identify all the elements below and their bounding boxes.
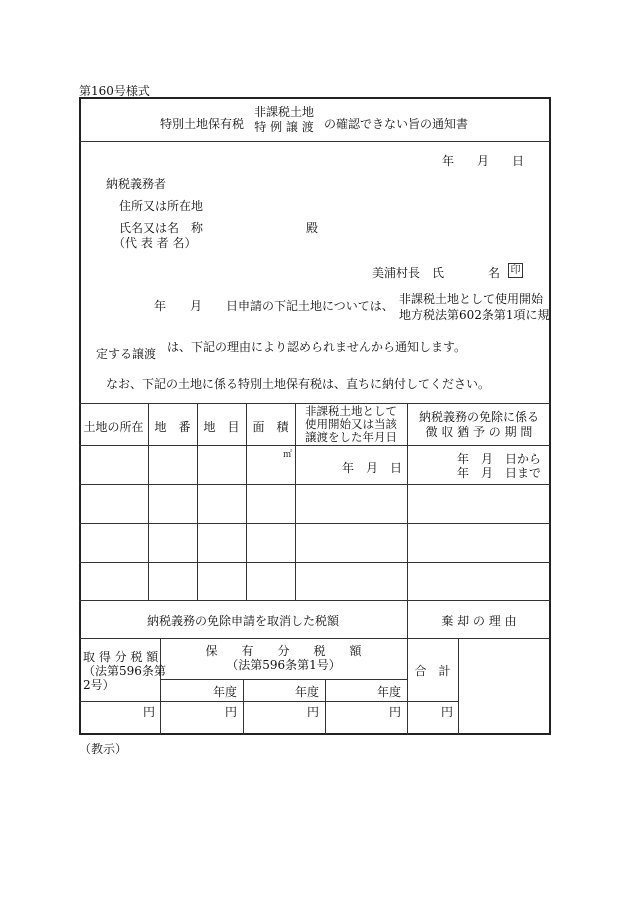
hdr-location: 土地の所在 bbox=[83, 420, 144, 434]
hdr-usage-date bbox=[295, 405, 407, 444]
body-text3: は、下記の理由により認められませんから通知します。 bbox=[167, 340, 467, 354]
row-line-5 bbox=[79, 638, 551, 639]
acq-label-3: 2号） bbox=[83, 678, 115, 692]
fy-2: 年度 bbox=[294, 685, 319, 699]
row1-period-to: 年 月 日まで bbox=[457, 466, 542, 480]
total-label: 合 計 bbox=[414, 664, 451, 678]
title-divider bbox=[79, 141, 551, 142]
row1-date: 年 月 日 bbox=[342, 461, 403, 475]
acq-label bbox=[83, 650, 166, 692]
title-left: 特別土地保有税 bbox=[160, 117, 245, 131]
hold-label bbox=[160, 644, 407, 672]
body-note: なお、下記の土地に係る特別土地保有税は、直ちに納付してください。 bbox=[106, 377, 491, 391]
hdr-area: 面 積 bbox=[252, 420, 289, 434]
title-right: の確認できない旨の通知書 bbox=[324, 117, 469, 131]
col-line-total bbox=[458, 638, 459, 735]
row1-period bbox=[457, 452, 541, 480]
hdr-usage-3: 譲渡をした年月日 bbox=[305, 430, 397, 444]
issuer-name-label: 名 bbox=[488, 266, 501, 280]
cancel-label: 納税義務の免除申請を取消した税額 bbox=[146, 614, 339, 628]
title-stack bbox=[252, 105, 316, 135]
hdr-exempt-period bbox=[407, 410, 551, 440]
yen-fy1: 円 bbox=[224, 705, 237, 719]
honorific: 殿 bbox=[306, 221, 319, 235]
footer-instruction: （教示） bbox=[79, 742, 128, 756]
fy-1: 年度 bbox=[212, 685, 237, 699]
row1-period-from: 年 月 日から bbox=[457, 452, 542, 466]
body-left3: 定する譲渡 bbox=[96, 347, 157, 361]
row-line-4 bbox=[79, 600, 551, 601]
seal-box: 印 bbox=[508, 263, 523, 278]
yen-total: 円 bbox=[440, 705, 453, 719]
fy-line bbox=[160, 679, 407, 680]
reject-label: 棄 却 の 理 由 bbox=[441, 614, 517, 628]
row-line-2 bbox=[79, 523, 551, 524]
hdr-usage-1: 非課税土地として bbox=[305, 404, 397, 418]
date-day: 日 bbox=[512, 154, 525, 168]
acq-label-2: （法第596条第 bbox=[83, 664, 166, 678]
title-stack-top: 非課税土地 bbox=[253, 105, 314, 119]
yen-fy2: 円 bbox=[306, 705, 319, 719]
area-unit: ㎡ bbox=[283, 450, 293, 460]
body-right2: 地方税法第602条第1項に規 bbox=[399, 308, 550, 322]
hdr-exempt-1: 納税義務の免除に係る bbox=[418, 410, 539, 424]
taxpayer-name: 氏名又は名 称 bbox=[119, 221, 204, 235]
hdr-lot: 地 番 bbox=[154, 420, 191, 434]
hdr-category: 地 目 bbox=[203, 420, 240, 434]
taxpayer-label: 納税義務者 bbox=[106, 177, 167, 191]
title-stack-bottom: 特 例 譲 渡 bbox=[254, 120, 314, 134]
form-number: 第160号様式 bbox=[79, 84, 150, 98]
hdr-exempt-2: 徴 収 猶 予 の 期 間 bbox=[425, 425, 533, 439]
yen-fy3: 円 bbox=[388, 705, 401, 719]
taxpayer-rep: （代 表 者 名） bbox=[113, 236, 197, 250]
body-right1: 非課税土地として使用開始 bbox=[399, 292, 544, 306]
hold-label-2: （法第596条第1号） bbox=[226, 658, 341, 672]
taxpayer-address: 住所又は所在地 bbox=[119, 199, 204, 213]
issuer-title: 美浦村長 氏 bbox=[372, 266, 445, 280]
hold-label-1: 保 有 分 税 額 bbox=[205, 644, 362, 658]
date-month: 月 bbox=[477, 154, 490, 168]
body-text1: 日申請の下記土地については、 bbox=[226, 299, 394, 313]
body-month: 月 bbox=[190, 299, 203, 313]
fy-3: 年度 bbox=[376, 685, 401, 699]
date-year: 年 bbox=[442, 154, 455, 168]
yen-acq: 円 bbox=[142, 705, 155, 719]
row-line-1 bbox=[79, 484, 551, 485]
hdr-usage-2: 使用開始又は当該 bbox=[305, 417, 397, 431]
table-header-line bbox=[79, 445, 551, 446]
row-line-3 bbox=[79, 562, 551, 563]
acq-label-1: 取 得 分 税 額 bbox=[83, 650, 159, 664]
body-year: 年 bbox=[154, 299, 167, 313]
col-line-5 bbox=[407, 403, 408, 735]
yen-line bbox=[79, 701, 458, 702]
